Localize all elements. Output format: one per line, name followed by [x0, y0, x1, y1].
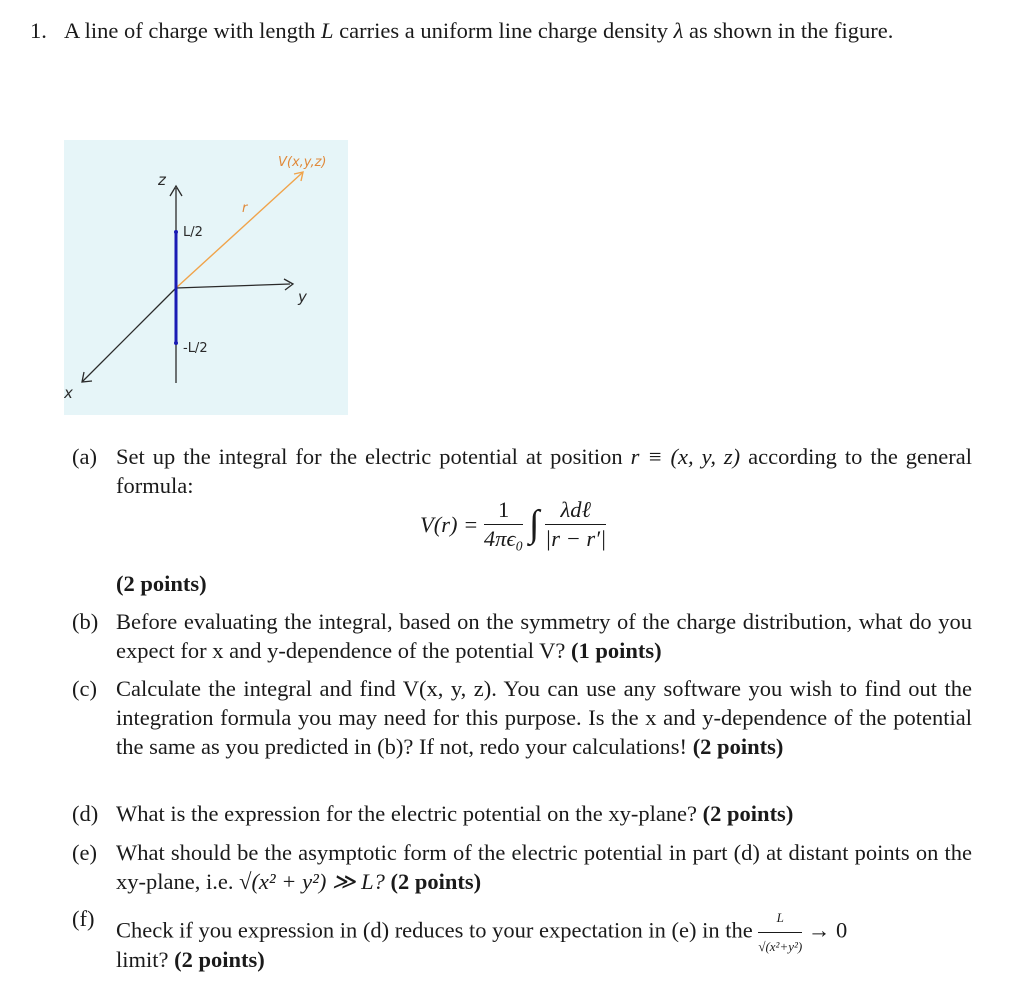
part-label: (e) — [72, 840, 97, 865]
part-label: (a) — [72, 444, 97, 469]
label-v: V(x,y,z) — [278, 155, 327, 170]
part-a-points — [72, 569, 972, 598]
potential-formula — [420, 496, 680, 566]
integral-sign: ∫ — [528, 503, 540, 545]
part-label: (c) — [72, 676, 97, 701]
integrand-numerator: λdℓ — [545, 496, 606, 525]
top-end-dot — [174, 230, 178, 234]
coefficient-numerator: 1 — [484, 496, 523, 525]
problem-statement — [30, 16, 975, 45]
part-label: (d) — [72, 801, 99, 826]
points-label: (2 points) — [116, 571, 207, 596]
integrand-denominator: |r − r′| — [545, 526, 607, 551]
coefficient-fraction — [484, 496, 523, 553]
label-x: x — [64, 384, 73, 402]
part-a — [72, 442, 972, 500]
charge-line-figure — [64, 140, 348, 415]
part-text: Before evaluating the integral, based on the symmetry of the charge distribution, what do you expect for x and y-dependence of the potential V? (1 points) — [116, 609, 972, 663]
limit-fraction: $\frac{L}{\text{√(x²+y²)}}$ — [758, 904, 802, 961]
y-axis — [176, 284, 290, 288]
problem-text: A line of charge with length L carries a uniform line charge density λ as shown in the figure. — [64, 18, 894, 43]
x-axis — [82, 288, 176, 382]
part-text: What is the expression for the electric potential on the xy-plane? (2 points) — [116, 801, 794, 826]
coefficient-denominator: 4πϵ₀ — [483, 526, 524, 551]
part-label: (b) — [72, 609, 99, 634]
part-text: Check if you expression in (d) reduces to your expectation in (e) in the $\frac{L}{\text{√(x²+y²)}}$ → 0 — [116, 904, 972, 961]
formula-lhs: V(r) = — [420, 512, 479, 537]
integrand-fraction — [545, 496, 606, 553]
part-f-limit: limit? (2 points) — [116, 947, 265, 972]
part-e — [72, 838, 972, 896]
part-c — [72, 674, 972, 761]
part-label: (f) — [72, 906, 95, 931]
part-text: What should be the asymptotic form of the electric potential in part (d) at distant points on the xy-plane, i.e. √(x² + y²) ≫ L? (2 points) — [116, 840, 972, 894]
part-d — [72, 799, 972, 828]
figure-svg — [64, 140, 348, 415]
bottom-end-dot — [174, 341, 178, 345]
label-bottom: -L/2 — [183, 341, 208, 356]
label-z: z — [158, 171, 166, 189]
label-r: r — [242, 201, 248, 216]
problem-number: 1. — [30, 18, 47, 43]
label-y: y — [298, 288, 307, 306]
part-b — [72, 607, 972, 665]
part-text: Calculate the integral and find V(x, y, z). You can use any software you wish to find out the integration formula you may need for this purpose. Is the x and y-dependence of the potential the same as you predicted in (b)? If not, redo your calculations! (2 points) — [116, 676, 972, 759]
part-text: Set up the integral for the electric potential at position r ≡ (x, y, z) according to the general formula: — [116, 444, 972, 498]
label-top: L/2 — [183, 225, 203, 240]
